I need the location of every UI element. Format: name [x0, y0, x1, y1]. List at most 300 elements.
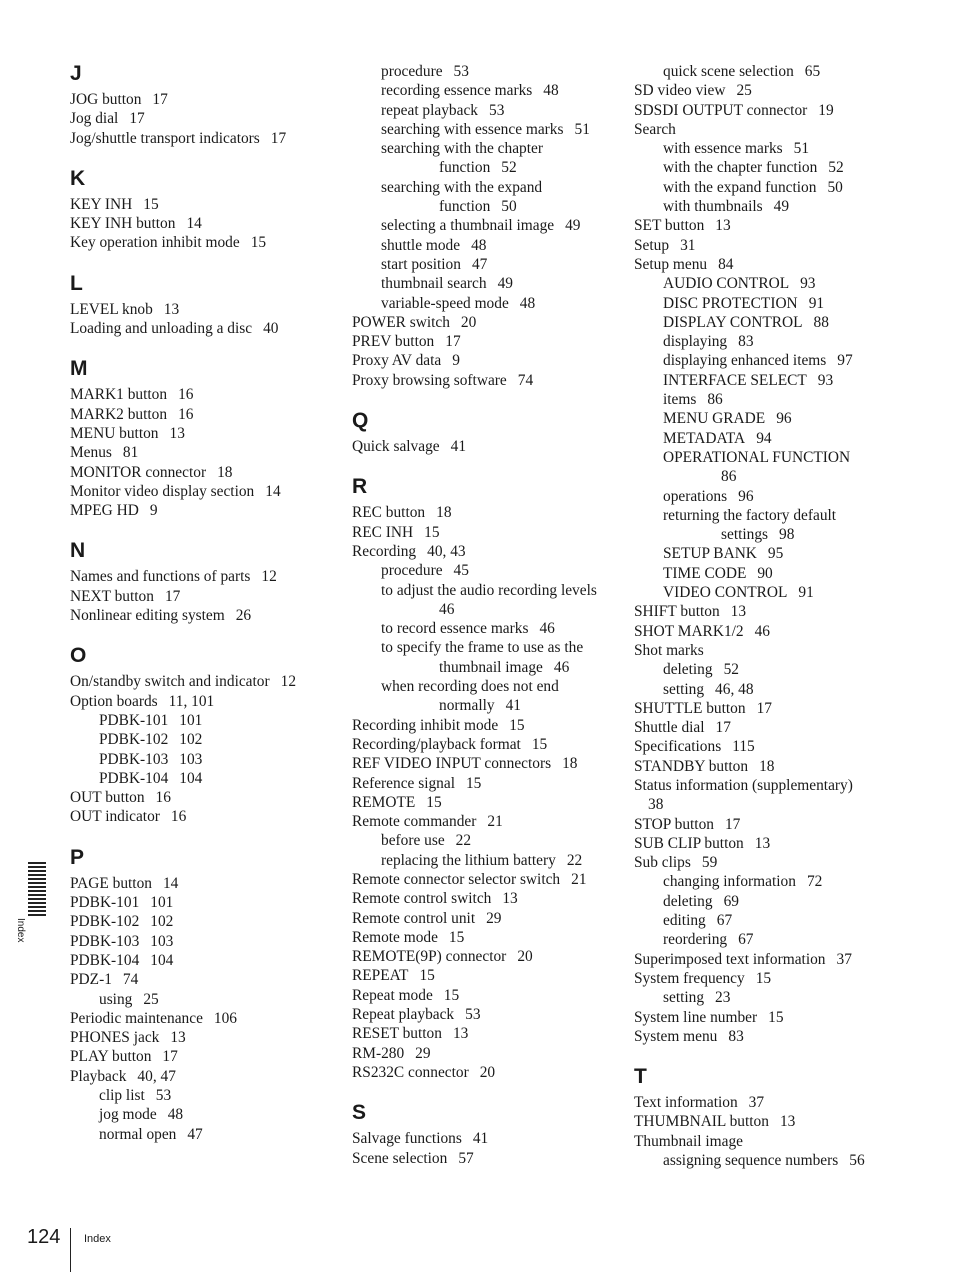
entry-text: REC INH: [352, 523, 414, 541]
entry-text: REMOTE: [352, 793, 416, 811]
index-entry: [352, 371, 614, 390]
entry-text: Menus: [70, 444, 112, 462]
page-ref: 20: [460, 313, 477, 331]
index-entry: [352, 716, 614, 735]
page-ref: 31: [680, 236, 696, 254]
page-ref: 15: [419, 967, 435, 985]
index-section: [70, 644, 332, 826]
entry-text: displaying: [663, 333, 728, 351]
page-ref: 74: [517, 371, 534, 389]
index-subentry: [634, 544, 896, 563]
index-entry: [634, 699, 896, 718]
index-column-2: [352, 62, 614, 1187]
page-ref: 17: [724, 815, 741, 833]
index-subentry: [634, 564, 896, 583]
entry-text: to record essence marks: [381, 620, 529, 638]
index-entry: [352, 986, 614, 1005]
page-ref: 57: [458, 1149, 474, 1167]
entry-text: PDBK-103: [99, 750, 169, 768]
page-ref: 69: [723, 892, 739, 910]
page-ref: 12: [280, 673, 297, 691]
entry-continuation: [381, 197, 614, 216]
entry-text: AUDIO CONTROL: [663, 275, 790, 293]
index-entry: [70, 606, 332, 625]
entry-text: NEXT button: [70, 587, 154, 605]
entry-text: reordering: [663, 931, 728, 949]
page-ref: 52: [828, 159, 844, 177]
page-ref: 17: [715, 719, 731, 737]
index-subentry: [634, 1151, 896, 1170]
page-ref: 41: [450, 438, 467, 456]
index-entry: [352, 793, 614, 812]
index-section: [352, 62, 614, 390]
entry-text: MARK1 button: [70, 386, 168, 404]
entry-text: REF VIDEO INPUT connectors: [352, 755, 552, 773]
entry-text: selecting a thumbnail image: [381, 217, 555, 235]
entry-text: before use: [381, 832, 445, 850]
entry-text: quick scene selection: [663, 63, 794, 80]
index-entry: [70, 501, 332, 520]
entry-text: INTERFACE SELECT: [663, 371, 807, 389]
index-entry: [352, 966, 614, 985]
entry-text: REC button: [352, 504, 426, 522]
index-entry: [352, 313, 614, 332]
index-entry: [70, 1009, 332, 1028]
index-subentry: [70, 1105, 332, 1124]
page-ref: 101: [179, 711, 203, 729]
index-entry: [634, 81, 896, 100]
index-subentry: [634, 872, 896, 891]
page-ref: 40, 47: [137, 1067, 176, 1085]
index-entry: [352, 1063, 614, 1082]
index-entry: [634, 757, 896, 776]
entry-text: shuttle mode: [381, 236, 461, 254]
section-letter: O: [70, 644, 87, 668]
page-ref: 38: [648, 796, 664, 814]
index-subentry: [352, 236, 614, 255]
entry-text: METADATA: [663, 429, 746, 447]
page-ref: 9: [452, 352, 460, 370]
entry-text: Monitor video display section: [70, 482, 255, 500]
index-subentry: [70, 730, 332, 749]
page-ref: 13: [452, 1025, 469, 1043]
entry-text: variable-speed mode: [381, 294, 509, 312]
entry-text: Proxy browsing software: [352, 371, 507, 389]
entry-continuation-text: normally: [439, 697, 495, 715]
index-subentry: [634, 139, 896, 158]
index-subentry: [352, 561, 614, 580]
entry-text: PDBK-104: [70, 951, 140, 969]
index-subentry: [634, 390, 896, 409]
index-subentry: [352, 216, 614, 235]
index-entry: [70, 567, 332, 586]
page-ref: 21: [571, 870, 587, 888]
index-entry: [634, 236, 896, 255]
entry-text: Superimposed text information: [634, 950, 826, 968]
page-ref: 41: [505, 697, 521, 715]
index-entry: [70, 233, 332, 252]
page-ref: 50: [827, 178, 843, 196]
section-letter: N: [70, 539, 86, 563]
section-letter: P: [70, 845, 85, 869]
index-subentry: [352, 851, 614, 870]
page-ref: 102: [179, 731, 203, 749]
index-entry: [70, 424, 332, 443]
page-ref: 19: [818, 101, 834, 119]
entry-text: setting: [663, 680, 705, 698]
index-subentry: [634, 294, 896, 313]
index-entry: [352, 523, 614, 542]
page-ref: 53: [465, 1006, 481, 1024]
page-ref: 46: [539, 620, 555, 638]
index-entry: [634, 834, 896, 853]
entry-text: LEVEL knob: [70, 300, 153, 318]
index-entry: [352, 437, 614, 456]
page-ref: 52: [723, 661, 739, 679]
section-letter: R: [352, 475, 368, 499]
entry-text: Loading and unloading a disc: [70, 320, 253, 338]
entry-text: MPEG HD: [70, 502, 139, 520]
index-section: [352, 1101, 614, 1168]
entry-text: On/standby switch and indicator: [70, 673, 270, 691]
index-subentry: [352, 255, 614, 274]
index-section: [70, 539, 332, 625]
page-ref: 56: [849, 1152, 865, 1170]
index-entry: [70, 788, 332, 807]
index-subentry: [352, 619, 614, 638]
index-entry: [352, 1149, 614, 1168]
entry-text: changing information: [663, 873, 796, 891]
index-entry: [352, 889, 614, 908]
page-ref: 23: [715, 989, 731, 1007]
page-ref: 51: [793, 140, 810, 158]
page-ref: 11, 101: [168, 692, 215, 710]
index-subentry: [352, 294, 614, 313]
page-ref: 47: [471, 255, 488, 273]
index-entry: [634, 1008, 896, 1027]
entry-text: Thumbnail image: [634, 1132, 743, 1150]
index-subentry: [352, 831, 614, 850]
entry-text: Salvage functions: [352, 1130, 462, 1148]
index-entry: [352, 351, 614, 370]
section-letter: J: [70, 62, 82, 85]
index-entry: [70, 405, 332, 424]
entry-text: POWER switch: [352, 313, 450, 331]
entry-text: Text information: [634, 1094, 738, 1112]
page-ref: 25: [143, 990, 159, 1008]
entry-text: SUB CLIP button: [634, 834, 744, 852]
entry-text: Setup: [634, 236, 670, 254]
index-section: [634, 1065, 896, 1170]
index-subentry: [634, 680, 896, 699]
entry-text: setting: [663, 989, 705, 1007]
index-entry: [634, 1112, 896, 1131]
page-ref: 9: [149, 502, 158, 520]
entry-text: to adjust the audio recording levels: [381, 581, 597, 599]
index-entry: [70, 109, 332, 128]
entry-text: OUT indicator: [70, 808, 160, 826]
page-ref: 48: [519, 294, 536, 312]
page-ref: 13: [754, 834, 771, 852]
index-section: [352, 409, 614, 456]
entry-text: searching with the expand: [381, 178, 543, 196]
entry-text: System line number: [634, 1008, 758, 1026]
side-tab-label: Index: [15, 918, 26, 943]
page-ref: 13: [502, 890, 518, 908]
index-section: [70, 357, 332, 520]
page-ref: 104: [179, 769, 203, 787]
index-subentry: [634, 197, 896, 216]
entry-text: operations: [663, 487, 728, 505]
entry-continuation: [381, 658, 614, 677]
index-subentry: [634, 660, 896, 679]
entry-text: PDBK-104: [99, 769, 169, 787]
entry-text: Setup menu: [634, 255, 708, 273]
index-entry: [634, 815, 896, 834]
page-ref: 46: [553, 658, 570, 676]
page-ref: 91: [798, 584, 814, 602]
entry-text: Remote control switch: [352, 890, 492, 908]
entry-text: REPEAT: [352, 967, 409, 985]
index-subentry: [352, 139, 614, 178]
page-ref: 15: [250, 234, 267, 252]
entry-text: Key operation inhibit mode: [70, 234, 240, 252]
index-entry: [634, 101, 896, 120]
entry-text: assigning sequence numbers: [663, 1152, 839, 1170]
entry-text: normal open: [99, 1125, 177, 1143]
page-ref: 96: [738, 487, 754, 505]
section-letter: K: [70, 166, 86, 190]
index-entry: [70, 1067, 332, 1086]
entry-text: with thumbnails: [663, 198, 763, 216]
page-ref: 53: [453, 63, 469, 80]
index-entry: [634, 718, 896, 737]
entry-text: DISC PROTECTION: [663, 294, 798, 312]
page-ref: 17: [445, 333, 461, 351]
index-entry: [352, 503, 614, 522]
index-section: [70, 167, 332, 253]
entry-text: STOP button: [634, 815, 714, 833]
page-ref: 94: [756, 429, 772, 447]
index-entry: [70, 443, 332, 462]
index-entry: [352, 332, 614, 351]
index-entry: [70, 463, 332, 482]
entry-text: Playback: [70, 1067, 127, 1085]
page-ref: 67: [738, 931, 754, 949]
entry-text: SETUP BANK: [663, 545, 757, 563]
index-subentry: [634, 448, 896, 487]
index-entry: [634, 969, 896, 988]
index-subentry: [352, 178, 614, 217]
page-ref: 86: [721, 468, 737, 486]
page-ref: 65: [804, 63, 821, 80]
section-letter: M: [70, 357, 88, 381]
page-number: 124: [27, 1226, 61, 1248]
index-section: [70, 272, 332, 339]
index-subentry: [634, 274, 896, 293]
index-entry: [70, 129, 332, 148]
index-entry: [70, 195, 332, 214]
entry-text: deleting: [663, 892, 713, 910]
index-entry: [352, 774, 614, 793]
index-entry: [352, 1024, 614, 1043]
page-ref: 95: [767, 545, 784, 563]
entry-continuation-text: function: [439, 159, 491, 177]
entry-text: items: [663, 391, 697, 409]
index-subentry: [352, 677, 614, 716]
entry-text: PDBK-103: [70, 932, 140, 950]
page-ref: 49: [773, 198, 790, 216]
index-entry: [634, 950, 896, 969]
index-entry: [634, 602, 896, 621]
index-subentry: [70, 711, 332, 730]
page-ref: 96: [776, 410, 792, 428]
index-subentry: [634, 409, 896, 428]
entry-text: PDBK-102: [99, 731, 169, 749]
entry-text: Proxy AV data: [352, 352, 442, 370]
entry-text: Jog dial: [70, 110, 119, 128]
index-entry: [352, 735, 614, 754]
page-ref: 81: [122, 444, 139, 462]
entry-text: deleting: [663, 661, 713, 679]
page-ref: 45: [453, 562, 469, 580]
index-subentry: [352, 120, 614, 139]
page-ref: 18: [562, 755, 578, 773]
entry-text: System menu: [634, 1027, 718, 1045]
page-ref: 13: [715, 217, 731, 235]
index-entry: [70, 1047, 332, 1066]
entry-text: Recording/playback format: [352, 735, 521, 753]
index-entry: [352, 1044, 614, 1063]
index-entry: [634, 1027, 896, 1046]
index-entry: [70, 90, 332, 109]
index-section: [634, 62, 896, 1046]
index-entry: [352, 870, 614, 889]
page-ref: 91: [808, 294, 825, 312]
entry-continuation: [381, 696, 614, 715]
page-ref: 103: [150, 932, 174, 950]
index-subentry: [634, 988, 896, 1007]
page-ref: 13: [170, 1029, 186, 1047]
index-subentry: [352, 101, 614, 120]
page-ref: 15: [465, 774, 482, 792]
index-entry: [634, 1093, 896, 1112]
entry-continuation-text: thumbnail image: [439, 658, 543, 676]
entry-text: Remote control unit: [352, 909, 476, 927]
index-entry: [70, 300, 332, 319]
index-section: [352, 475, 614, 1082]
page-ref: 106: [213, 1009, 237, 1027]
entry-text: replacing the lithium battery: [381, 851, 556, 869]
index-entry: [70, 807, 332, 826]
page-ref: 102: [150, 913, 174, 931]
page-ref: 37: [836, 950, 852, 968]
page-ref: 103: [179, 750, 203, 768]
index-subentry: [634, 351, 896, 370]
page-ref: 74: [122, 971, 139, 989]
entry-text: System frequency: [634, 969, 745, 987]
entry-text: clip list: [99, 1086, 145, 1104]
entry-text: Quick salvage: [352, 438, 440, 456]
page-ref: 93: [817, 371, 834, 389]
entry-text: Search: [634, 120, 676, 138]
index-entry: [352, 1129, 614, 1148]
index-entry: [70, 1028, 332, 1047]
index-subentry: [634, 487, 896, 506]
index-subentry: [70, 1125, 332, 1144]
index-section: [70, 846, 332, 1144]
index-subentry: [70, 769, 332, 788]
index-subentry: [352, 274, 614, 293]
entry-text: SD video view: [634, 82, 726, 100]
page-ref: 88: [813, 313, 829, 331]
entry-text: procedure: [381, 63, 443, 80]
index-subentry: [352, 638, 614, 677]
entry-text: Option boards: [70, 692, 158, 710]
entry-text: REMOTE(9P) connector: [352, 948, 507, 966]
entry-text: THUMBNAIL button: [634, 1113, 769, 1131]
entry-text: VIDEO CONTROL: [663, 584, 788, 602]
index-entry: [634, 255, 896, 274]
page-ref: 41: [472, 1130, 489, 1148]
entry-text: MONITOR connector: [70, 463, 207, 481]
entry-text: Remote connector selector switch: [352, 870, 561, 888]
entry-text: RS232C connector: [352, 1063, 469, 1081]
page-ref: 20: [479, 1063, 496, 1081]
page-ref: 18: [217, 463, 233, 481]
page-ref: 101: [150, 894, 174, 912]
index-subentry: [634, 583, 896, 602]
entry-text: SHIFT button: [634, 603, 720, 621]
index-subentry: [634, 930, 896, 949]
entry-text: searching with essence marks: [381, 120, 564, 138]
page-ref: 15: [143, 195, 159, 213]
entry-text: PLAY button: [70, 1048, 152, 1066]
page-ref: 21: [487, 813, 503, 831]
entry-continuation-text: function: [439, 198, 491, 216]
index-entry: [634, 1132, 896, 1151]
page-ref: 47: [187, 1125, 203, 1143]
index-section: [70, 62, 332, 148]
page-ref: 53: [489, 101, 505, 119]
entry-text: Sub clips: [634, 854, 691, 872]
index-entry: [634, 216, 896, 235]
page-ref: 115: [732, 738, 755, 756]
page-ref: 13: [730, 603, 747, 621]
entry-text: Scene selection: [352, 1149, 448, 1167]
page-ref: 52: [501, 159, 517, 177]
entry-text: SHUTTLE button: [634, 699, 746, 717]
index-subentry: [634, 892, 896, 911]
entry-text: PHONES jack: [70, 1029, 160, 1047]
index-entry: [634, 120, 896, 139]
index-subentry: [634, 506, 896, 545]
entry-text: SHOT MARK1/2: [634, 622, 744, 640]
entry-text: TIME CODE: [663, 564, 747, 582]
entry-text: KEY INH button: [70, 215, 176, 233]
index-subentry: [352, 81, 614, 100]
index-entry: [70, 893, 332, 912]
entry-text: Remote commander: [352, 813, 477, 831]
page-ref: 18: [436, 504, 452, 522]
page-ref: 40, 43: [427, 542, 466, 560]
page-ref: 15: [755, 969, 772, 987]
index-entry: [634, 622, 896, 641]
entry-text: using: [99, 990, 133, 1008]
entry-text: STANDBY button: [634, 757, 749, 775]
page-ref: 25: [736, 82, 752, 100]
index-entry: [352, 1005, 614, 1024]
